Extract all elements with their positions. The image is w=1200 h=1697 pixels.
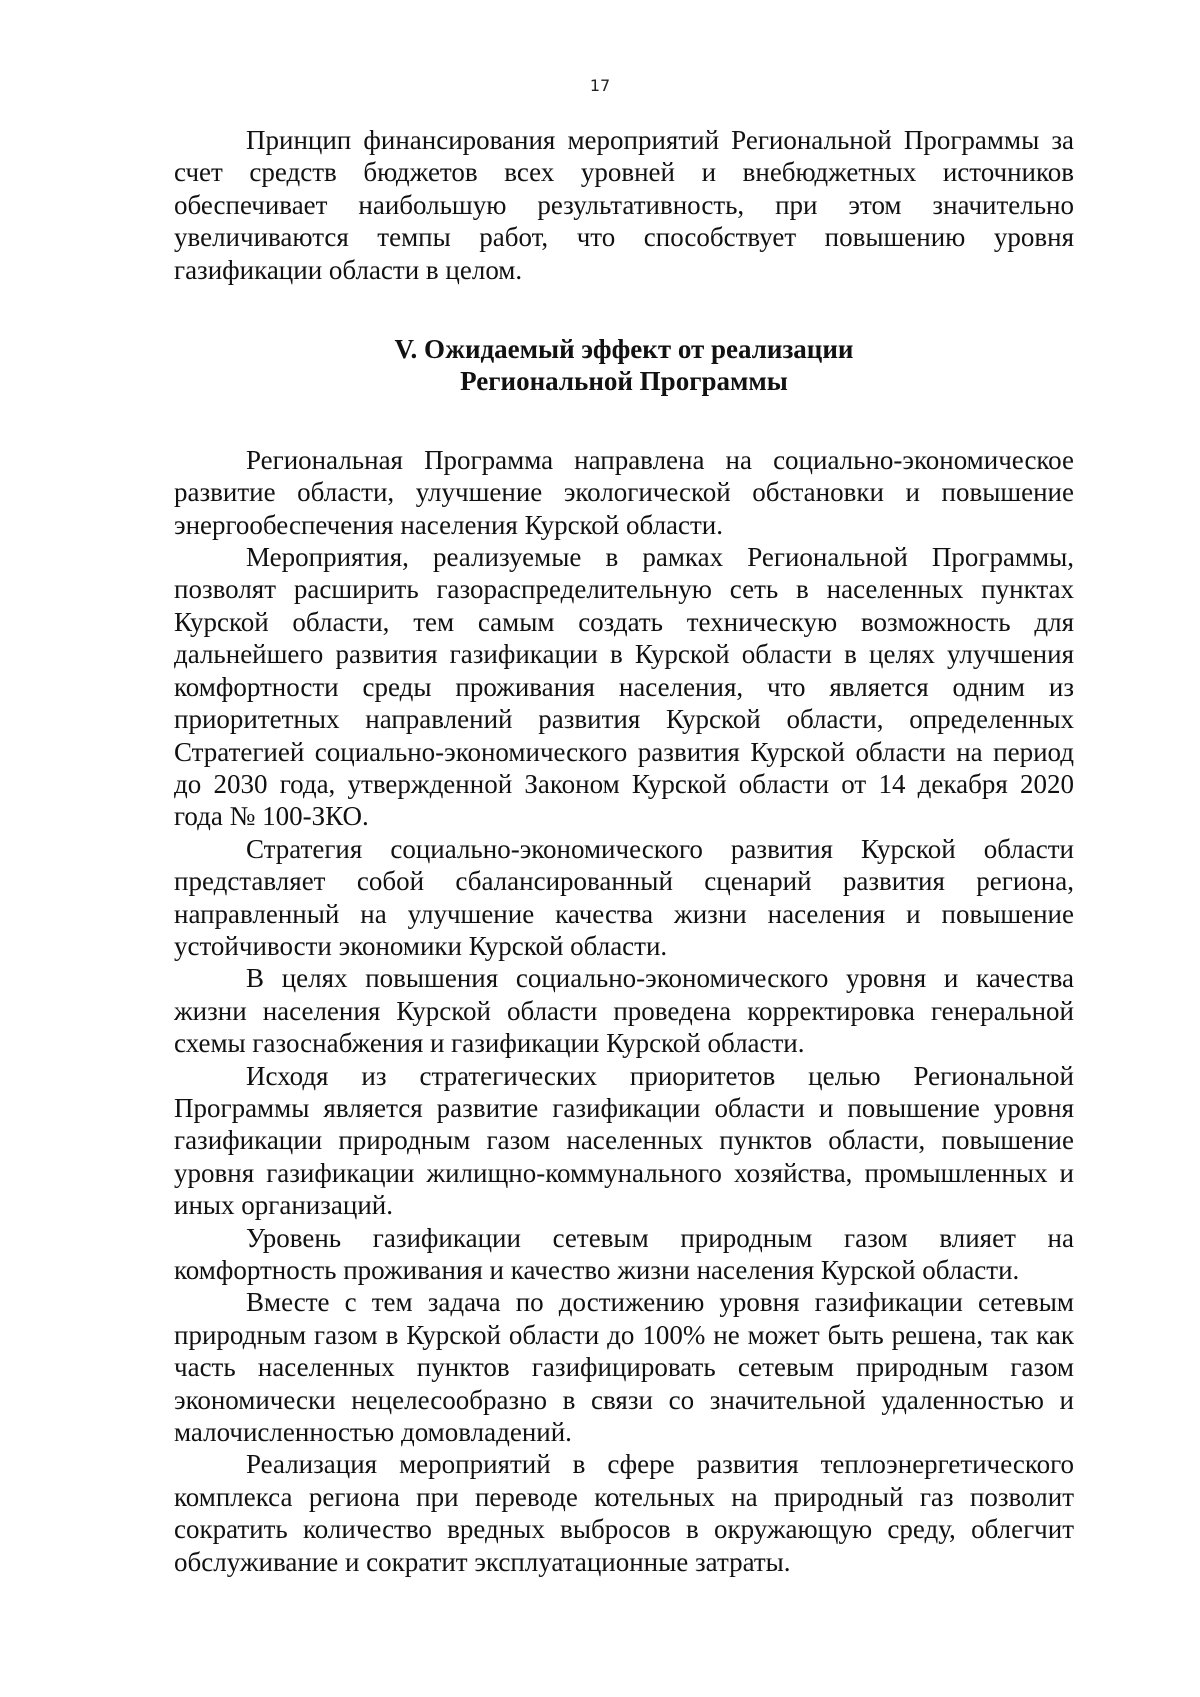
- paragraph-scheme-correction: В целях повышения социально-экономического уровня и качества жизни населения Курской области проведена корректировка генеральной схемы газоснабжения и газификации Курской области.: [174, 963, 1074, 1059]
- paragraph-program-goal: Исходя из стратегических приоритетов целью Региональной Программы является развитие газификации области и повышение уровня газификации природным газом населенных пунктов области, повышение уровня газификации жилищно-коммунального хозяйства, промышленных и иных организаций.: [174, 1060, 1074, 1221]
- paragraph-financing-principle: Принцип финансирования мероприятий Региональной Программы за счет средств бюджетов всех уровней и внебюджетных источников обеспечивает наибольшую результативность, при этом значительно увеличиваются темпы работ, что способствует повышению уровня газификации области в целом.: [174, 125, 1074, 285]
- paragraph-strategy: Стратегия социально-экономического развития Курской области представляет собой сбалансированный сценарий развития региона, направленный на улучшение качества жизни населения и повышение устойчивости экономики Курской области.: [174, 833, 1074, 961]
- page-number: 17: [589, 76, 611, 95]
- paragraph-gasification-level: Уровень газификации сетевым природным газом влияет на комфортность проживания и качество жизни населения Курской области.: [174, 1222, 1074, 1285]
- paragraph-program-measures: Мероприятия, реализуемые в рамках Региональной Программы, позволят расширить газораспределительную сеть в населенных пунктах Курской области, тем самым создать техническую возможность для дальнейшего развития газификации в Курской области в целях улучшения комфортности среды проживания населения, что является одним из приоритетных направлений развития Курской области, определенных Стратегией социально-экономического развития Курской области на период до 2030 года, утвержденной Законом Курской области от 14 декабря 2020 года № 100-ЗКО.: [174, 542, 1074, 832]
- page-content: [174, 124, 1074, 1578]
- paragraph-task-limitations: Вместе с тем задача по достижению уровня газификации сетевым природным газом в Курской области до 100% не может быть решена, так как часть населенных пунктов газифицировать сетевым природным газом экономически нецелесообразно в связи со значительной удаленностью и малочисленностью домовладений.: [174, 1287, 1074, 1448]
- paragraph-program-direction: Региональная Программа направлена на социально-экономическое развитие области, улучшение экологической обстановки и повышение энергообеспечения населения Курской области.: [174, 444, 1074, 540]
- paragraph-heat-energy: Реализация мероприятий в сфере развития теплоэнергетического комплекса региона при переводе котельных на природный газ позволит сократить количество вредных выбросов в окружающую среду, облегчит обслуживание и сократит эксплуатационные затраты.: [174, 1449, 1074, 1577]
- section-heading-line-2: Региональной Программы: [460, 366, 788, 397]
- section-heading-line-1: V. Ожидаемый эффект от реализации: [394, 334, 854, 365]
- section-heading: [174, 333, 1074, 398]
